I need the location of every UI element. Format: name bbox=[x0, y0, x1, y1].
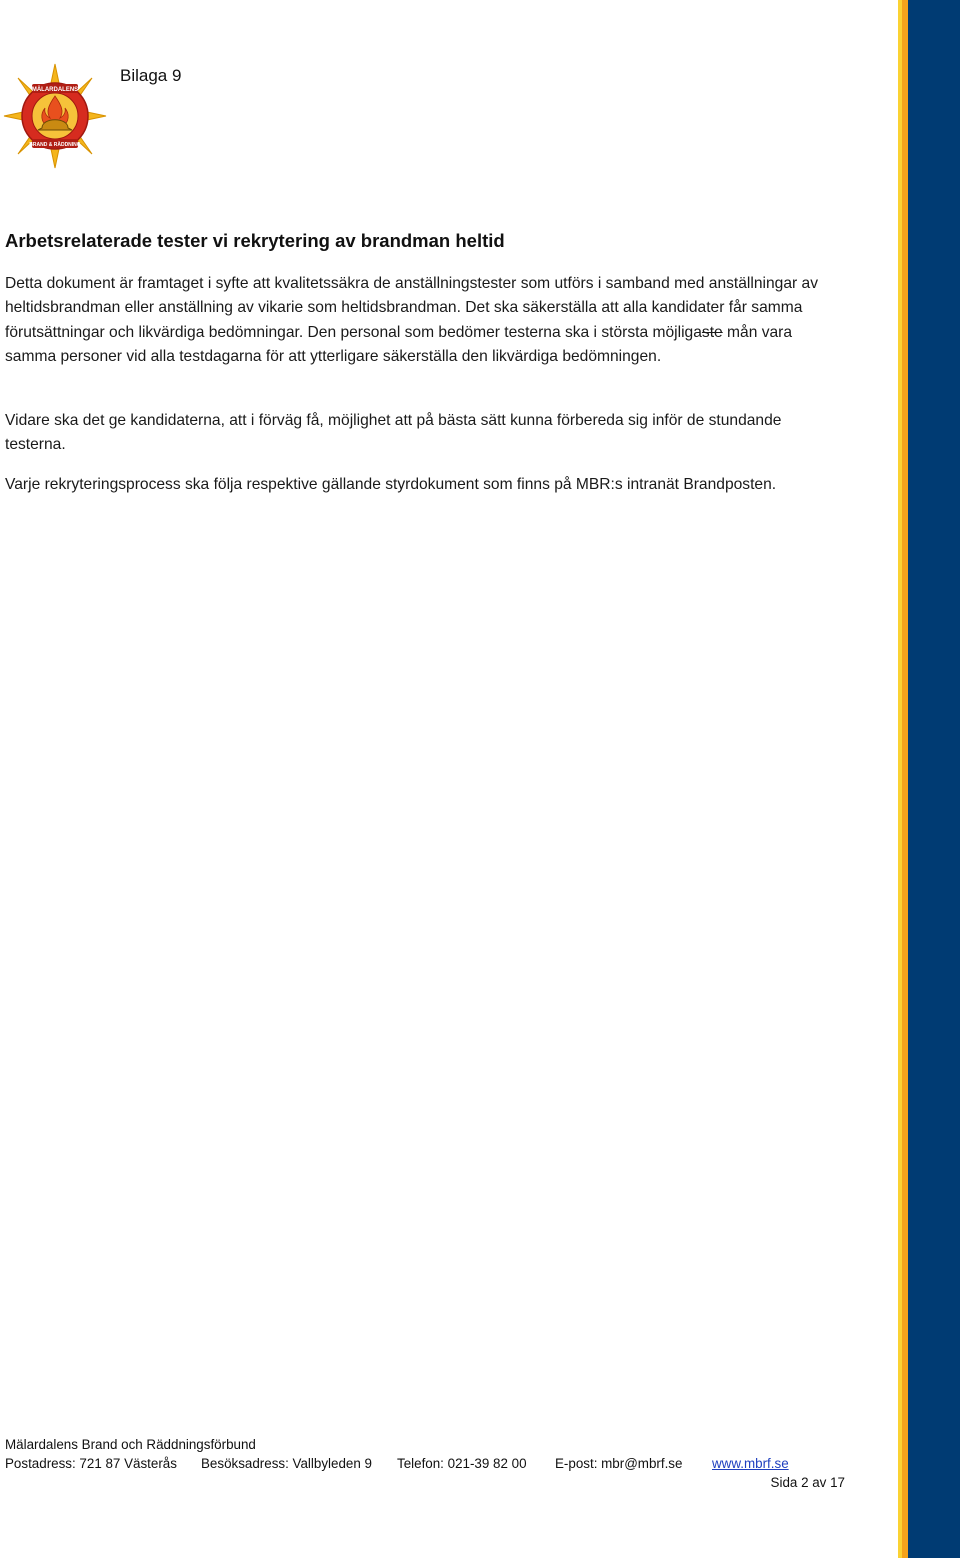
document-title: Arbetsrelaterade tester vi rekrytering av brandman heltid bbox=[5, 230, 505, 251]
logo-text-bottom: BRAND & RÄDDNING bbox=[29, 142, 81, 148]
page-number: Sida 2 av 17 bbox=[770, 1475, 845, 1490]
footer-email: E-post: mbr@mbrf.se bbox=[555, 1456, 683, 1471]
paragraph-purpose-part1: Detta dokument är framtaget i syfte att kvalitetssäkra de anställningstester som utförs i samband med anställningar av heltidsbrandman eller anställning av vikarie som heltidsbrandman. Det ska säkerställa att alla kandidater får samma förutsättningar och likvärdiga bedömningar. Den personal som bedömer testerna ska i största möjliga bbox=[5, 275, 818, 341]
side-bar-blue bbox=[908, 0, 960, 1558]
footer-organization: Mälardalens Brand och Räddningsförbund bbox=[5, 1437, 256, 1452]
paragraph-process: Varje rekryteringsprocess ska följa respektive gällande styrdokument som finns på MBR:s intranät Brandposten. bbox=[5, 476, 777, 493]
footer-visit-address: Besöksadress: Vallbyleden 9 bbox=[201, 1456, 372, 1471]
paragraph-preparation: Vidare ska det ge kandidaterna, att i förväg få, möjlighet att på bästa sätt kunna förbereda sig inför de stundande testerna. bbox=[5, 412, 782, 454]
footer-website-link[interactable]: www.mbrf.se bbox=[712, 1456, 789, 1471]
attachment-label: Bilaga 9 bbox=[120, 66, 182, 85]
side-color-bar bbox=[898, 0, 960, 1558]
paragraph-purpose-part2: mån vara samma personer vid alla testdagarna för att ytterligare säkerställa den likvärdiga bedömningen. bbox=[5, 323, 793, 365]
mbr-logo bbox=[2, 62, 108, 170]
footer-postal-address: Postadress: 721 87 Västerås bbox=[5, 1456, 177, 1471]
footer-phone: Telefon: 021-39 82 00 bbox=[397, 1456, 527, 1471]
paragraph-purpose bbox=[5, 272, 840, 369]
struck-text: ste bbox=[701, 323, 723, 341]
logo-text-top: MÄLARDALENS bbox=[31, 87, 79, 93]
